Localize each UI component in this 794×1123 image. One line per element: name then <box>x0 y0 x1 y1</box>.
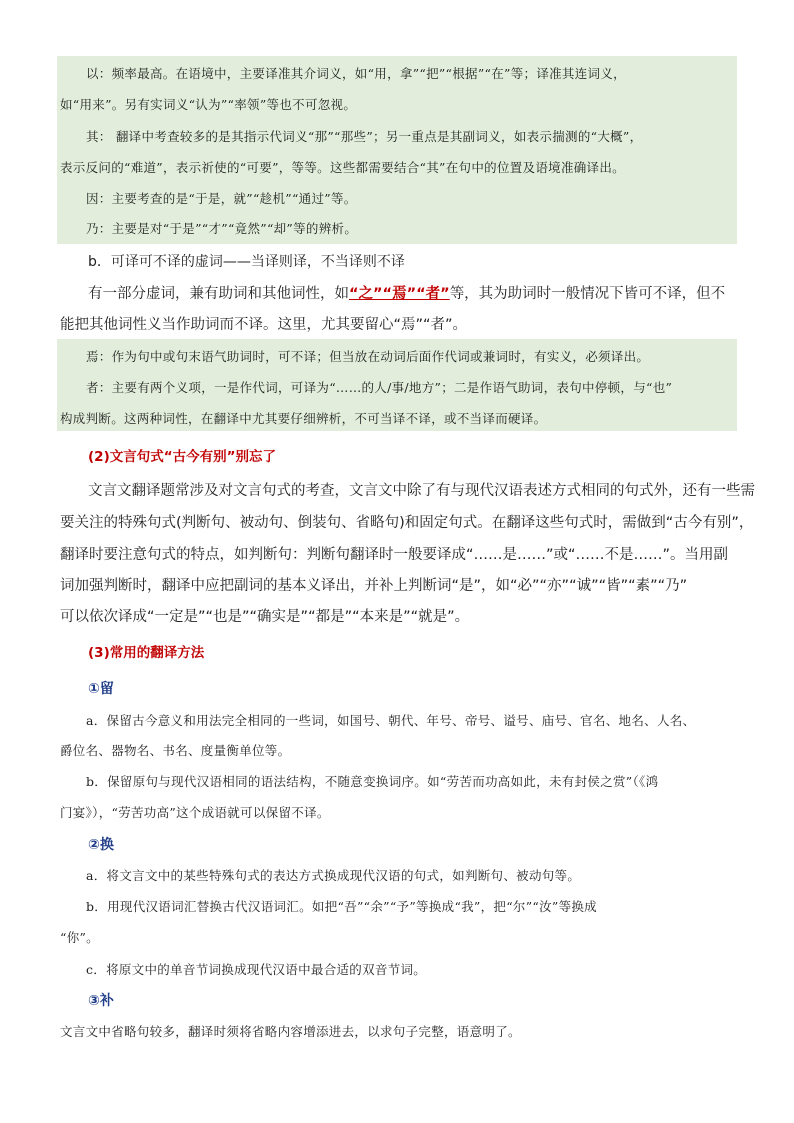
para-b-line1-pre: 有一部分虚词，兼有助词和其他词性，如 <box>88 286 349 302</box>
note-zhe-line2: 构成判断。这两种词性，在翻译中尤其要仔细辨析，不可当译不译，或不当译而硬译。 <box>60 411 547 426</box>
sec2-line3: 翻译时要注意句式的特点，如判断句：判断句翻译时一般要译成“……是……”或“……不是……”。当用副 <box>60 547 729 563</box>
section-heading-sentence-patterns: (2)文言句式“古今有别”别忘了 <box>88 449 276 465</box>
method-huan-b-line1: b．用现代汉语词汇替换古代汉语词汇。如把“吾”“余”“予”等换成“我”，把“尔”“汝”等换成 <box>86 899 597 914</box>
sec2-line1: 文言文翻译题常涉及对文言句式的考查，文言文中除了有与现代汉语表述方式相同的句式外，还有一些需 <box>88 483 755 499</box>
note-yi-line1: 以：频率最高。在语境中，主要译准其介词义，如“用，拿”“把”“根据”“在”等；译准其连词义， <box>86 66 626 81</box>
method-huan-a: a．将文言文中的某些特殊句式的表达方式换成现代汉语的句式，如判断句、被动句等。 <box>86 868 581 883</box>
highlighted-particles: “之”“焉”“者” <box>349 286 450 302</box>
method-liu-title: ①留 <box>88 681 114 697</box>
para-b-line1-post: 等，其为助词时一般情况下皆可不译，但不 <box>449 286 726 302</box>
method-huan-title: ②换 <box>88 837 114 853</box>
note-yan: 焉：作为句中或句末语气助词时，可不译；但当放在动词后面作代词或兼词时，有实义，必须译出。 <box>86 349 650 364</box>
sec2-line2: 要关注的特殊句式(判断句、被动句、倒装句、省略句)和固定句式。在翻译这些句式时，需做到“古今有别”， <box>60 515 754 531</box>
note-nai: 乃：主要是对“于是”“才”“竟然”“却”等的辨析。 <box>86 221 358 236</box>
method-liu-a-line1: a．保留古今意义和用法完全相同的一些词，如国号、朝代、年号、帝号、谥号、庙号、官名、地名、人名、 <box>86 713 696 728</box>
note-qi-line1: 其： 翻译中考查较多的是其指示代词义“那”“那些”；另一重点是其副词义，如表示揣测的“大概”， <box>86 129 643 144</box>
note-zhe-line1: 者：主要有两个义项，一是作代词，可译为“……的人/事/地方”；二是作语气助词，表句中停顿，与“也” <box>86 380 673 395</box>
sec2-line4: 词加强判断时，翻译中应把副词的基本义译出，并补上判断词“是”，如“必”“亦”“诚”“皆”“素”“乃” <box>60 578 688 594</box>
method-huan-b-line2: “你”。 <box>60 930 99 945</box>
note-qi-line2: 表示反问的“难道”，表示祈使的“可要”，等等。这些都需要结合“其”在句中的位置及语境准确译出。 <box>60 160 625 175</box>
note-yin: 因：主要考查的是“于是，就”“趁机”“通过”等。 <box>86 191 357 206</box>
para-b-line1 <box>88 282 725 303</box>
note-yi-line2: 如“用来”。另有实词义“认为”“率领”等也不可忽视。 <box>60 97 357 112</box>
method-bu-title: ③补 <box>88 993 114 1009</box>
method-huan-c: c．将原文中的单音节词换成现代汉语中最合适的双音节词。 <box>86 962 427 977</box>
method-liu-b-line2: 门宴》），“劳苦功高”这个成语就可以保留不译。 <box>60 805 330 820</box>
section-heading-translation-methods: (3)常用的翻译方法 <box>88 645 205 661</box>
sec2-line5: 可以依次译成“一定是”“也是”“确实是”“都是”“本来是”“就是”。 <box>60 609 470 625</box>
method-liu-b-line1: b．保留原句与现代汉语相同的语法结构，不随意变换词序。如“劳苦而功高如此，未有封侯之赏”（《鸿 <box>86 774 659 789</box>
method-liu-a-line2: 爵位名、器物名、书名、度量衡单位等。 <box>60 743 291 758</box>
para-b-line2: 能把其他词性义当作助词而不译。这里，尤其要留心“焉”“者”。 <box>60 317 468 333</box>
method-bu-line1: 文言文中省略句较多，翻译时须将省略内容增添进去，以求句子完整，语意明了。 <box>60 1024 521 1039</box>
para-b-title: b．可译可不译的虚词——当译则译，不当译则不译 <box>88 254 405 270</box>
note-box-function-words <box>57 56 737 244</box>
